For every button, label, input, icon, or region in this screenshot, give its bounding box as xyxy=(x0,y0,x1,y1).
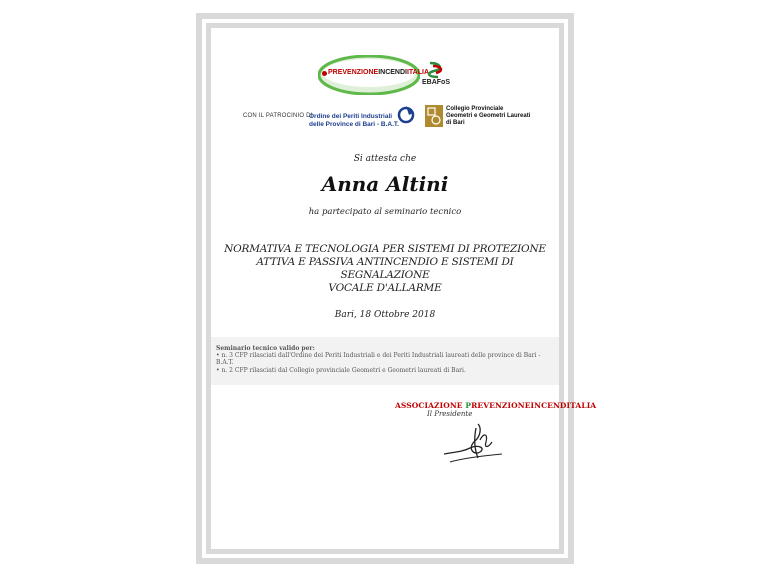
collegio-line-1: Collegio Provinciale xyxy=(446,106,504,112)
collegio-geometri-icon xyxy=(425,105,443,127)
place-date: Bari, 18 Ottobre 2018 xyxy=(334,310,436,320)
credits-heading: Seminario tecnico valido per: xyxy=(216,345,315,352)
president-signature xyxy=(440,418,506,466)
collegio-line-2: Geometri e Geometri Laureati xyxy=(446,113,531,119)
association-name: ASSOCIAZIONE PREVENZIONEINCENDITALIA xyxy=(395,401,597,410)
ordine-periti-icon xyxy=(396,104,416,124)
logo-dot-icon xyxy=(322,71,327,76)
participant-name: Anna Altini xyxy=(321,172,449,196)
collegio-line-3: di Bari xyxy=(446,120,465,126)
seminar-title-line-1: NORMATIVA E TECNOLOGIA PER SISTEMI DI PROTEZIONE xyxy=(224,243,546,255)
ordine-periti-name xyxy=(309,113,399,129)
seminar-title-line-3: VOCALE D'ALLARME xyxy=(328,282,442,294)
ebafos-label: EBAFoS xyxy=(422,79,450,86)
prevenzione-incendi-italia-logo xyxy=(318,55,430,95)
partecipato-text: ha partecipato al seminario tecnico xyxy=(308,207,462,217)
ordine-line-1: Ordine dei Periti Industriali xyxy=(309,113,393,120)
credits-item-2: • n. 2 CFP rilasciati dal Collegio provinciale Geometri e Geometri laureati di Bari. xyxy=(216,366,466,374)
credits-box xyxy=(211,337,559,385)
president-role: Il Presidente xyxy=(427,410,473,418)
seminar-title xyxy=(211,243,559,295)
seminar-title-line-2: ATTIVA E PASSIVA ANTINCENDIO E SISTEMI DI SEGNALAZIONE xyxy=(256,256,514,281)
credits-item-1: • n. 3 CFP rilasciati dall'Ordine dei Periti Industriali e dei Periti Industriali laureati delle province di Bari - B.A.T. xyxy=(216,352,541,367)
prevenzione-logo-text: PREVENZIONEINCENDIITALIA xyxy=(328,69,430,76)
attesta-text: Si attesta che xyxy=(353,154,417,164)
ordine-line-2: delle Province di Bari - B.A.T. xyxy=(309,121,399,128)
collegio-geometri-name xyxy=(446,106,530,127)
ebafos-logo xyxy=(420,61,456,91)
patrocinio-label: CON IL PATROCINIO DI xyxy=(243,113,313,119)
